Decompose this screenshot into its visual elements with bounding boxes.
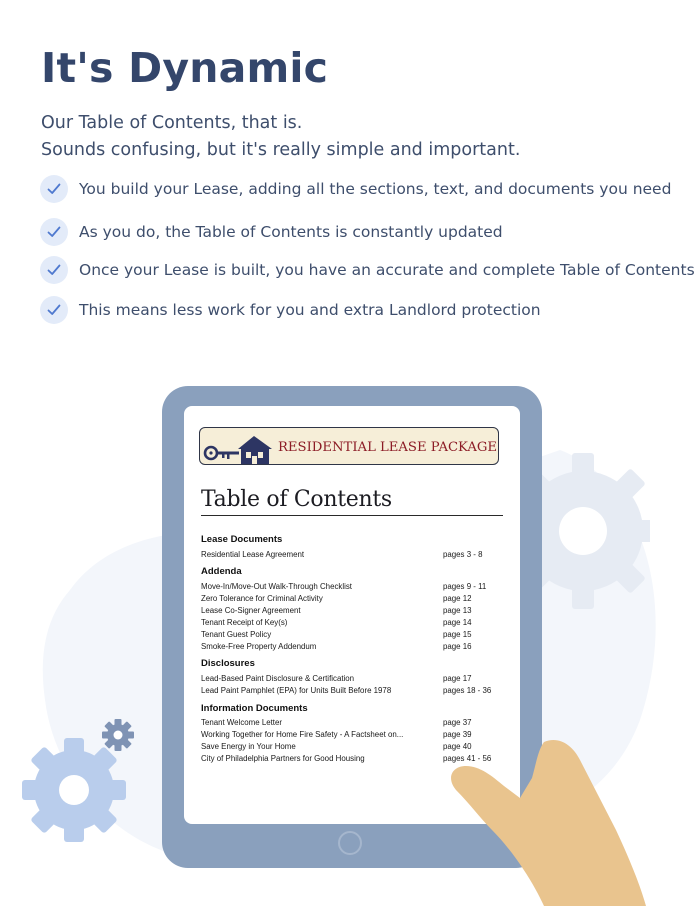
toc-entry-page: pages 18 - 36	[443, 686, 492, 695]
toc-entry-title: Lead-Based Paint Disclosure & Certification	[201, 674, 355, 683]
home-button	[338, 831, 362, 855]
toc-entry-page: page 15	[443, 630, 472, 639]
toc-entry-page: pages 41 - 56	[443, 754, 492, 763]
toc-entry-title: Save Energy in Your Home	[201, 742, 296, 751]
toc-title: Table of Contents	[201, 487, 392, 512]
subtitle-line: Our Table of Contents, that is.	[41, 113, 303, 133]
toc-entry-title: City of Philadelphia Partners for Good Housing	[201, 754, 365, 763]
list-item-text: Once your Lease is built, you have an accurate and complete Table of Contents	[79, 261, 695, 279]
toc-entry-page: page 13	[443, 606, 472, 615]
list-item-text: This means less work for you and extra Landlord protection	[79, 301, 541, 319]
divider	[201, 515, 503, 516]
toc-section-heading: Addenda	[201, 566, 242, 577]
toc-entry-page: page 39	[443, 730, 472, 739]
toc-entry-page: page 40	[443, 742, 472, 751]
check-icon	[40, 256, 68, 284]
list-item	[40, 255, 695, 285]
toc-entry-page: page 17	[443, 674, 472, 683]
toc-entry-page: pages 9 - 11	[443, 582, 487, 591]
toc-entry-title: Zero Tolerance for Criminal Activity	[201, 594, 323, 603]
toc-entry-title: Residential Lease Agreement	[201, 550, 305, 559]
toc-entry-title: Tenant Receipt of Key(s)	[201, 618, 288, 627]
toc-section-heading: Lease Documents	[201, 534, 283, 545]
hand-illustration	[440, 730, 700, 906]
toc-entry-title: Lease Co-Signer Agreement	[201, 606, 301, 615]
toc-section-heading: Information Documents	[201, 703, 308, 714]
toc-entry-title: Move-In/Move-Out Walk-Through Checklist	[201, 582, 352, 591]
toc-entry-title: Tenant Guest Policy	[201, 630, 272, 639]
toc-entry-page: page 37	[443, 718, 472, 727]
list-item	[40, 295, 541, 325]
check-icon	[40, 175, 68, 203]
subtitle	[41, 110, 520, 164]
toc-entry-title: Lead Paint Pamphlet (EPA) for Units Built Before 1978	[201, 686, 392, 695]
page-title: It's Dynamic	[41, 44, 329, 92]
toc-entry-page: page 12	[443, 594, 472, 603]
toc-entry-title: Working Together for Home Fire Safety - A Factsheet on...	[201, 730, 404, 739]
toc-entry-page: pages 3 - 8	[443, 550, 483, 559]
banner-title: RESIDENTIAL LEASE PACKAGE	[278, 440, 498, 455]
list-item-text: You build your Lease, adding all the sections, text, and documents you need	[79, 180, 672, 198]
list-item-text: As you do, the Table of Contents is constantly updated	[79, 223, 503, 241]
gear-icon-blue	[14, 732, 134, 850]
toc-entry-title: Tenant Welcome Letter	[201, 718, 282, 727]
toc-entry-title: Smoke-Free Property Addendum	[201, 642, 317, 651]
list-item	[40, 174, 671, 204]
subtitle-line: Sounds confusing, but it's really simple and important.	[41, 140, 521, 160]
toc-entry-page: page 16	[443, 642, 472, 651]
check-icon	[40, 218, 68, 246]
toc-entry-page: page 14	[443, 618, 472, 627]
key-house-logo	[202, 432, 278, 466]
check-icon	[40, 296, 68, 324]
list-item	[40, 217, 503, 247]
toc-section-heading: Disclosures	[201, 658, 255, 669]
